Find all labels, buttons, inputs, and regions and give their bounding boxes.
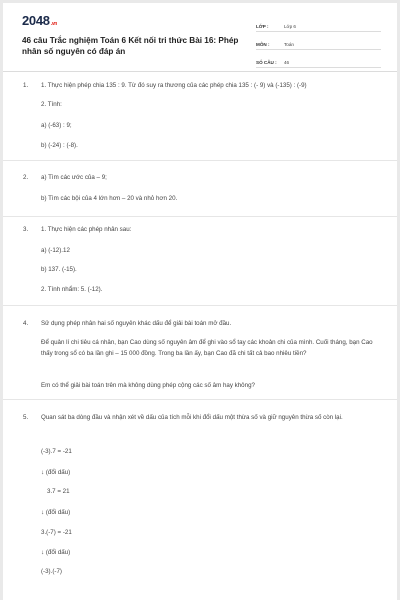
question-text: Em có thể giải bài toán trên mà không dùng phép cộng các số âm hay không? — [41, 382, 255, 389]
meta-label: MÔN : — [256, 42, 270, 47]
question-text: Sử dụng phép nhân hai số nguyên khác dấu để giải bài toán mở đầu. — [41, 320, 232, 327]
question-text: 3.(-7) = -21 — [41, 529, 72, 536]
meta-label: LỚP : — [256, 24, 269, 29]
document-page — [3, 3, 397, 600]
document-title: 46 câu Trắc nghiệm Toán 6 Kết nối tri thức Bài 16: Phép nhân số nguyên có đáp án — [22, 36, 239, 56]
question-text: 2. Tính nhẩm: 5. (-12). — [41, 286, 103, 293]
question-text: b) 137. (-15). — [41, 266, 77, 273]
question-text: 3.7 = 21 — [47, 488, 70, 495]
question-divider — [3, 216, 397, 217]
meta-row-class — [256, 17, 381, 32]
site-logo[interactable] — [22, 13, 57, 28]
question-divider — [3, 160, 397, 161]
meta-value: 46 — [284, 60, 290, 65]
question-number: 3. — [23, 226, 29, 233]
question-text: 2. Tính: — [41, 101, 62, 108]
question-divider — [3, 305, 397, 306]
meta-row-count — [256, 53, 381, 68]
logo-text: 2048 — [22, 13, 50, 28]
question-text: ↓ (đổi dấu) — [41, 469, 71, 476]
question-text: (-3).(-7) — [41, 568, 62, 575]
question-text: b) Tìm các bội của 4 lớn hơn – 20 và nhỏ hơn 20. — [41, 195, 178, 202]
question-number: 4. — [23, 320, 29, 327]
question-number: 1. — [23, 82, 29, 89]
question-text: b) (-24) : (-8). — [41, 142, 78, 149]
header-divider — [3, 71, 397, 72]
question-number: 5. — [23, 414, 29, 421]
question-text: 1. Thực hiện phép chia 135 : 9. Từ đó suy ra thương của các phép chia 135 : (- 9) và (-135) : (-9) — [41, 82, 307, 89]
logo-suffix: .vn — [50, 21, 58, 27]
question-text: a) (-12).12 — [41, 247, 70, 254]
question-divider — [3, 399, 397, 400]
meta-value: Lớp 6 — [284, 24, 296, 29]
meta-value: Toán — [284, 42, 294, 47]
meta-label: SỐ CÂU : — [256, 60, 277, 65]
question-paragraph: Quan sát ba dòng đầu và nhận xét về dấu của tích mỗi khi đổi dấu một thừa số và giữ nguyên thừa số còn lại. — [41, 414, 343, 421]
question-text: ↓ (đổi dấu) — [41, 509, 71, 516]
question-paragraph: Để quản lí chi tiêu cá nhân, bạn Cao dùng số nguyên âm để ghi vào sổ tay các khoản chi của mình. Cuối tháng, bạn Cao thấy trong sổ có ba lần ghi – 15 000 đồng. Trong ba lần ấy, bạn Cao đã chi tất cả bao nhiêu tiền? — [41, 339, 373, 357]
document-header — [3, 3, 397, 71]
question-text: (-3).7 = -21 — [41, 448, 72, 455]
question-text: ↓ (đổi dấu) — [41, 549, 71, 556]
question-number: 2. — [23, 174, 29, 181]
question-text: a) Tìm các ước của – 9; — [41, 174, 107, 181]
question-text: a) (-63) : 9; — [41, 122, 72, 129]
document-meta — [256, 17, 381, 71]
question-text: 1. Thực hiện các phép nhân sau: — [41, 226, 132, 233]
meta-row-subject — [256, 35, 381, 50]
